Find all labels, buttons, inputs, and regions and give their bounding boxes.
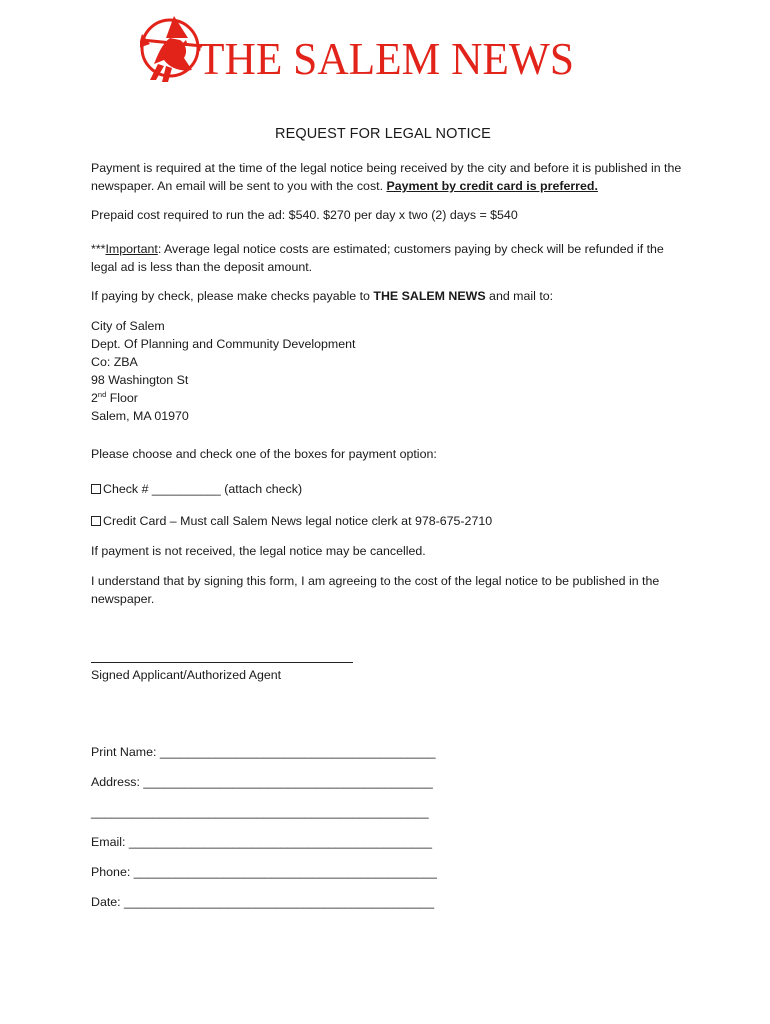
address-line: Dept. Of Planning and Community Development [91, 337, 356, 351]
payment-intro-paragraph [91, 159, 691, 195]
important-prefix: *** [91, 242, 106, 256]
check-payable-paragraph [91, 287, 691, 305]
signature-line[interactable] [91, 662, 353, 663]
check-option-label: Check # __________ (attach check) [103, 482, 303, 496]
credit-card-checkbox[interactable] [91, 516, 101, 526]
check-payable-before: If paying by check, please make checks payable to [91, 289, 374, 303]
floor-word: Floor [106, 391, 138, 405]
agreement-text: I understand that by signing this form, I am agreeing to the cost of the legal notice to be published in the newspaper. [91, 574, 660, 606]
address-line: City of Salem [91, 319, 165, 333]
choose-option-text: Please choose and check one of the boxes for payment option: [91, 447, 437, 461]
cancel-note: If payment is not received, the legal notice may be cancelled. [91, 544, 426, 558]
prepaid-cost-text: Prepaid cost required to run the ad: $540. $270 per day x two (2) days = $540 [91, 208, 518, 222]
address-line: 98 Washington St [91, 373, 189, 387]
date-field[interactable]: Date: _____________________________________________ [91, 895, 435, 909]
signature-label: Signed Applicant/Authorized Agent [91, 668, 282, 682]
check-option[interactable] [91, 480, 691, 498]
payment-intro-text: Payment is required at the time of the legal notice being received by the city and before it is published in the newspaper. An email will be sent to you with the cost. [91, 161, 682, 193]
check-payable-payee: THE SALEM NEWS [373, 289, 486, 303]
address-field[interactable]: Address: __________________________________________ [91, 775, 433, 789]
page-title: REQUEST FOR LEGAL NOTICE [275, 126, 491, 142]
check-payable-after: and mail to: [485, 289, 554, 303]
important-paragraph [91, 240, 691, 276]
check-checkbox[interactable] [91, 484, 101, 494]
print-name-field[interactable]: Print Name: ________________________________________ [91, 745, 436, 759]
logo-text: THE SALEM NEWS [198, 33, 574, 84]
salem-news-logo [140, 14, 580, 86]
address-line2-field[interactable]: _________________________________________________ [91, 805, 429, 819]
mailing-address [91, 317, 691, 425]
email-field[interactable]: Email: ____________________________________________ [91, 835, 433, 849]
phone-field[interactable]: Phone: ____________________________________________ [91, 865, 437, 879]
witch-logo-icon [140, 14, 580, 86]
address-line [91, 389, 691, 407]
address-line: Salem, MA 01970 [91, 409, 189, 423]
address-line: Co: ZBA [91, 355, 138, 369]
credit-card-option[interactable] [91, 512, 691, 530]
floor-number: 2 [91, 391, 98, 405]
credit-card-option-label: Credit Card – Must call Salem News legal notice clerk at 978-675-2710 [103, 514, 493, 528]
payment-preference-note: Payment by credit card is preferred. [386, 179, 598, 193]
floor-suffix: nd [97, 390, 107, 399]
important-label: Important [105, 242, 158, 256]
important-text: : Average legal notice costs are estimated; customers paying by check will be refunded if the legal ad is less than the deposit amount. [91, 242, 664, 274]
